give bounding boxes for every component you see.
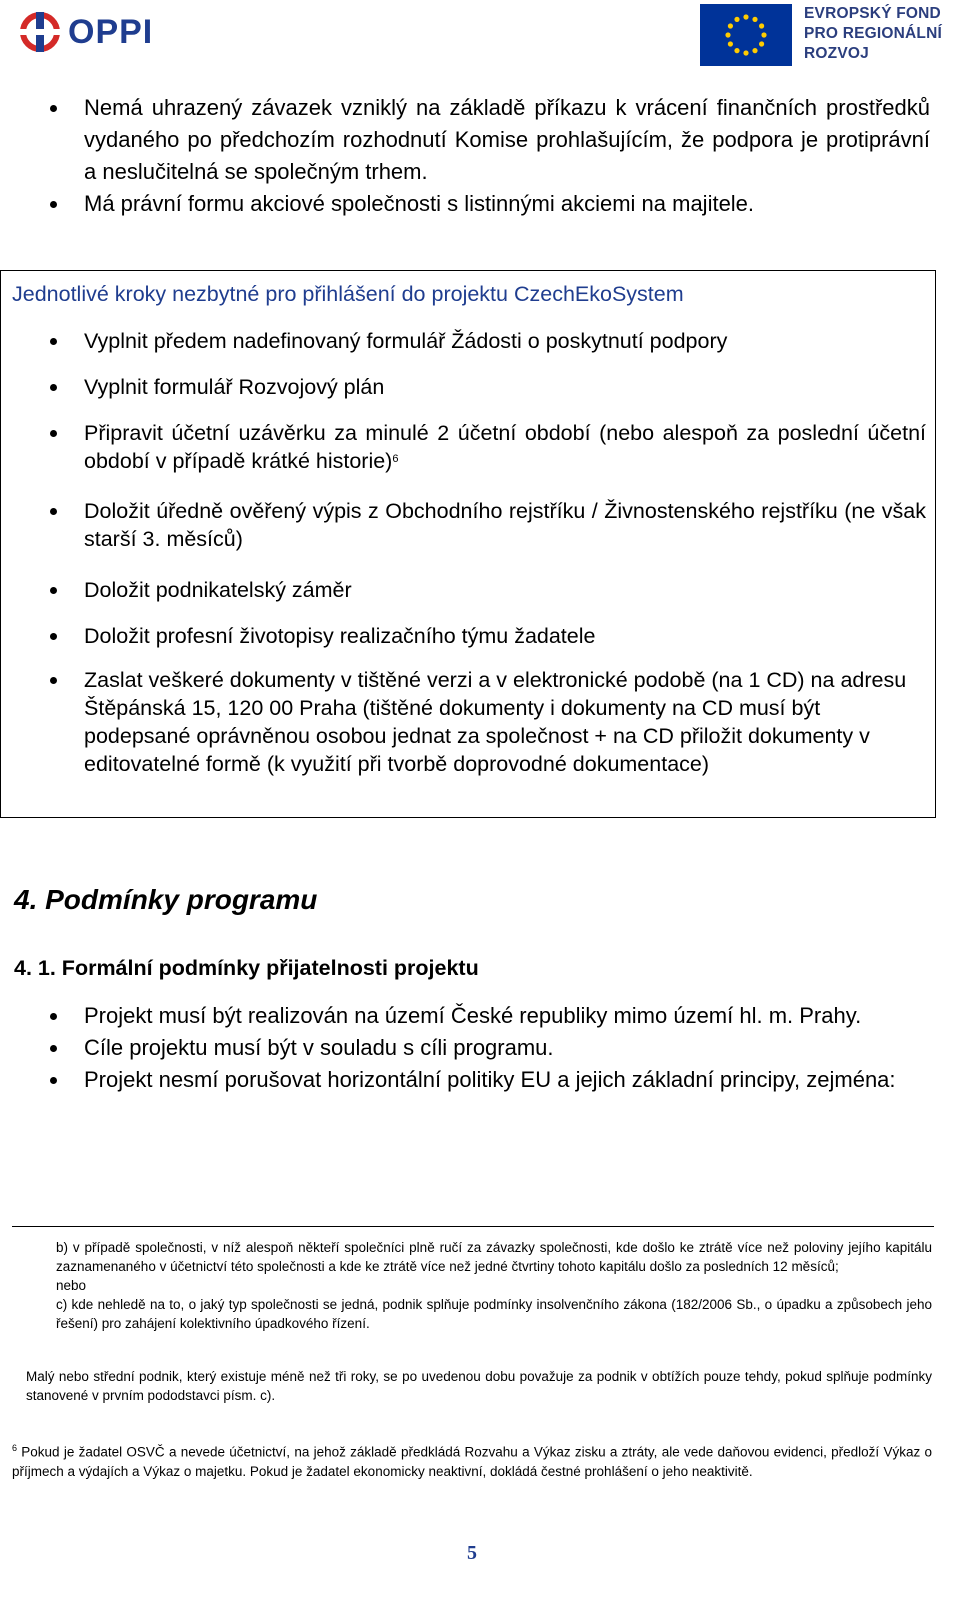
eu-fund-line: PRO REGIONÁLNÍ [804,25,943,42]
list-item: Vyplnit předem nadefinovaný formulář Žádosti o poskytnutí podpory [0,327,926,355]
list-item [0,419,926,475]
footnote-6 [12,1439,932,1481]
steps-list [0,576,926,604]
footnote-text [12,1439,932,1481]
footnote-small-firm [26,1367,932,1405]
list-item: Zaslat veškeré dokumenty v tištěné verzi a v elektronické podobě (na 1 CD) na adresu Štěpánská 15, 120 00 Praha (tištěné dokumenty i dokumenty na CD musí být podepsané oprávněnou osobou jednat za společnost + na CD přiložit dokumenty v editovatelné formě (k využití při tvorbě doprovodné dokumentace) [0,666,926,778]
list-item: Doložit úředně ověřený výpis z Obchodního rejstříku / Živnostenského rejstříku (ne však starší 3. měsíců) [0,497,926,553]
footnote-text: Malý nebo střední podnik, který existuje méně než tři roky, se po uvedenou dobu považuje za podnik v obtížích pouze tehdy, pokud splňuje podmínky stanovené v prvním pododstavci písm. c). [26,1369,932,1403]
list-item: Vyplnit formulář Rozvojový plán [0,373,926,401]
footnote-b: b) v případě společnosti, v níž alespoň někteří společníci plně ručí za závazky společnosti, kde došlo ke ztrátě více než poloviny jejího kapitálu zaznamenaného v účetnictví této společnosti a kde ke ztrátě více než jedné čtvrtiny tohoto kapitálu došlo za posledních 12 měsíců; [56,1240,932,1274]
list-item: Doložit profesní životopisy realizačního týmu žadatele [0,622,926,650]
steps-list [0,666,926,778]
page-number: 5 [467,1542,477,1564]
eu-fund-line: EVROPSKÝ FOND [804,5,941,22]
top-bullet-list [0,92,930,220]
steps-list [0,327,926,355]
list-item-text: Připravit účetní uzávěrku za minulé 2 účetní období (nebo alespoň za poslední účetní období v případě krátké historie) [84,421,926,473]
list-item: Projekt nesmí porušovat horizontální politiky EU a jejich základní principy, zejména: [0,1064,930,1096]
footnote-number: 6 [12,1443,18,1453]
section-heading: 4. Podmínky programu [14,884,318,915]
footnote-c: c) kde nehledě na to, o jaký typ společnosti se jedná, podnik splňuje podmínky insolvenčního zákona (182/2006 Sb., o úpadku a způsobech jeho řešení) pro zahájení kolektivního úpadkového řízení. [56,1297,932,1331]
eu-fund-logo [700,4,942,66]
list-item: Nemá uhrazený závazek vzniklý na základě příkazu k vrácení finančních prostředků vydaného po předchozím rozhodnutí Komise prohlašujícím, že podpora je protiprávní a neslučitelná se společným trhem. [0,92,930,188]
steps-list [0,622,926,650]
footnote-block [56,1238,932,1333]
footnote-ref: 6 [392,453,399,465]
footnote-nebo: nebo [56,1278,87,1293]
footnote-separator [12,1226,934,1227]
steps-list [0,497,926,553]
eu-fund-line: ROZVOJ [804,45,869,62]
steps-box-title: Jednotlivé kroky nezbytné pro přihlášení do projektu CzechEkoSystem [12,282,684,306]
subsection-heading: 4. 1. Formální podmínky přijatelnosti projektu [14,956,479,980]
oppi-logo-text: OPPI [68,13,154,51]
list-item: Má právní formu akciové společnosti s listinnými akciemi na majitele. [0,188,930,220]
list-item: Projekt musí být realizován na území České republiky mimo území hl. m. Prahy. [0,1000,930,1032]
oppi-logo-icon [18,10,62,54]
eu-fund-text [804,4,942,64]
list-item: Doložit podnikatelský záměr [0,576,926,604]
list-item: Cíle projektu musí být v souladu s cíli programu. [0,1032,930,1064]
eu-flag-icon [700,4,792,66]
conditions-list [0,1000,930,1096]
steps-list [0,419,926,475]
footnote-6-text: Pokud je žadatel OSVČ a nevede účetnictví, na jehož základě předkládá Rozvahu a Výkaz zisku a ztráty, ale vede daňovou evidenci, předloží Výkaz o příjmech a výdajích a Výkaz o majetku. Pokud je žadatel ekonomicky neaktivní, dokládá čestné prohlášení o jeho neaktivitě. [12,1444,932,1479]
oppi-logo [18,10,153,54]
steps-list [0,373,926,401]
